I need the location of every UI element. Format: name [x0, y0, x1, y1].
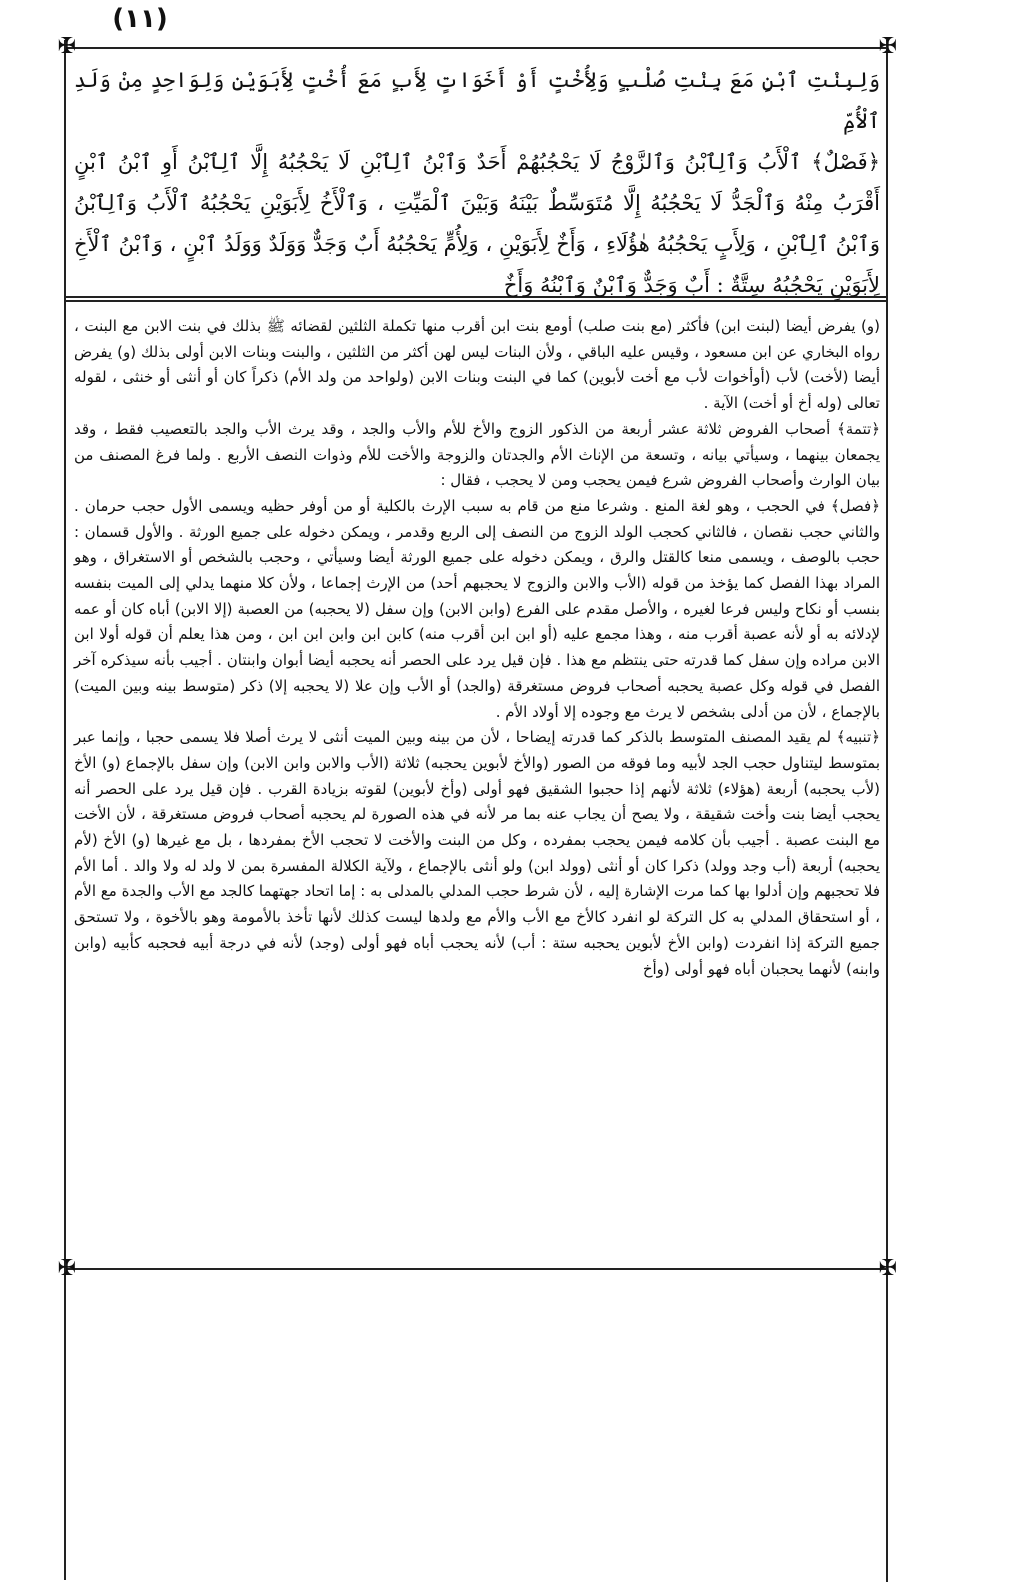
commentary-text-block	[74, 314, 880, 982]
page-number: (١١)	[112, 4, 168, 34]
corner-ornament-icon: ✠	[57, 34, 77, 59]
commentary-paragraph: (و) يفرض أيضا (لبنت ابن) فأكثر (مع بنت صلب) أومع بنت ابن أقرب منها تكملة الثلثين لقضائه ﷺ بذلك في بنت الابن مع البنت ، رواه البخاري عن ابن مسعود ، وقيس عليه الباقي ، ولأن البنات ليس لهن أكثر من الثلثين ، والبنت وبنات الابن أولى بذلك (و) يفرض أيضا (لأخت) لأب (أوأخوات لأب مع أخت لأبوين) كما في البنت وبنات الابن (ولواحد من ولد الأم) ذكراً كان أو أنثى أو خنثى ، لقوله تعالى (وله أخ أو أخت) الآية .	[74, 317, 880, 413]
commentary-paragraph: ﴿تتمة﴾ أصحاب الفروض ثلاثة عشر أربعة من الذكور الزوج والأخ للأم والأب والجد ، وقد يرث الأب والجد بالتعصيب فقط ، وقد يجمعان بينهما ، وسيأتي بيانه ، وتسعة من الإناث الأم والجدتان والزوجة والأخت للأم وذوات النصف الأربع . ولما فرغ المصنف من بيان الوارث وأصحاب الفروض شرع فيمن يحجب ومن لا يحجب ، فقال :	[74, 419, 880, 490]
matn-paragraph: ﴿فَصْلٌ﴾ ٱلْأَبُ وَٱلِٱبْنُ وَٱلزَّوْجُ لَا يَحْجُبُهُمْ أَحَدٌ وَٱبْنُ ٱلِٱبْنِ لَا يَحْجُبُهُ إِلَّا ٱلِٱبْنُ أَوِ ٱبْنُ ٱبْنٍ أَقْرَبُ مِنْهُ وَٱلْجَدُّ لَا يَحْجُبُهُ إِلَّا مُتَوَسِّطٌ بَيْنَهُ وَبَيْنَ ٱلْمَيِّتِ ، وَٱلْأَخُ لِأَبَوَيْنِ يَحْجُبُهُ ٱلْأَبُ وَٱلِٱبْنُ وَٱبْنُ ٱلِٱبْنِ ، وَلِأَبٍ يَحْجُبُهُ هٰؤُلَاءِ ، وَأَخٌ لِأَبَوَيْنِ ، وَلِأُمٍّ يَحْجُبُهُ أَبٌ وَجَدٌّ وَوَلَدٌ وَوَلَدُ ٱبْنٍ ، وَٱبْنُ ٱلْأَخِ لِأَبَوَيْنِ يَحْجُبُهُ سِتَّةٌ : أَبٌ وَجَدٌّ وَٱبْنٌ وَٱبْنُهُ وَأَخٌ	[74, 150, 880, 297]
commentary-paragraph: ﴿فصل﴾ في الحجب ، وهو لغة المنع . وشرعا منع من قام به سبب الإرث بالكلية أو من أوفر حظيه ويسمى الأول حجب حرمان . والثاني حجب نقصان ، فالثاني كحجب الولد الزوج من النصف إلى الربع وقدمر ، ويمكن دخوله على جميع الورثة . والأول قسمان : حجب بالوصف ، ويسمى منعا كالقتل والرق ، ويمكن دخوله على جميع الورثة أيضا وسيأتي ، وحجب بالشخص أو الاستغراق ، وهو المراد بهذا الفصل كما يؤخذ من قوله (الأب والابن والزوج لا يحجبهم أحد) من الإرث إجماعا ، ولأن كلا منهما يدلي إلى الميت بنفسه بنسب أو نكاح وليس فرعا لغيره ، والأصل مقدم على الفرع (وابن الابن) وإن سفل (لا يحجبه) من العصبة (إلا الابن) أباه كان أو عمه لإدلائه به أو لأنه عصبة أقرب منه ، وهذا مجمع عليه (أو ابن ابن أقرب منه) كابن ابن وابن ابن ابن ، ومن هذا يعلم أن قوله أولا ابن الابن مراده وإن سفل كما قدرته حتى ينتظم مع هذا . فإن قيل يرد على الحصر أنه يحجبه أيضا أبوان وابنتان . أجيب بأنه سيذكره آخر الفصل في قوله وكل عصبة يحجبه أصحاب فروض مستغرقة (والجد) أو الأب وإن علا (لا يحجبه إلا) ذكر (متوسط بينه وبين الميت) بالإجماع ، لأن من أدلى بشخص لا يرث مع وجوده إلا أولاد الأم .	[74, 496, 880, 721]
frame-top-border	[64, 47, 888, 49]
corner-ornament-icon: ✠	[57, 1256, 77, 1281]
commentary-paragraph: ﴿تنبيه﴾ لم يقيد المصنف المتوسط بالذكر كما قدرته إيضاحا ، لأن من بينه وبين الميت أنثى لا يرث أصلا فلا يسمى حجبا ، وإنما عبر بمتوسط ليتناول حجب الجد لأبيه وما فوقه من الصور (والأخ لأبوين يحجبه) ثلاثة (الأب والابن وابن الابن) وإن سفل بالإجماع (و) الأخ (لأب يحجبه) أربعة (هؤلاء) ثلاثة لأنهم إذا حجبوا الشقيق فهو أولى (وأخ لأبوين) لقوته بزيادة القرب . فإن قيل يرد على الحصر أنه يحجب أيضا بنت وأخت شقيقة ، ولا يصح أن يجاب عنه بما مر لأنه في هذه الصورة لم يحجبه أصحاب فروض مستغرقة ، لأن الأخت مع البنت عصبة . أجيب بأن كلامه فيمن يحجب بمفرده ، وكل من البنت والأخت لا تحجب الأخ بمفردها ، بل مع غيرها (و) الأخ (لأم يحجبه) أربعة (أب وجد وولد) ذكرا كان أو أنثى (وولد ابن) ولو أنثى بالإجماع ، ولآية الكلالة المفسرة بمن لا ولد له ولا والد . أما الأم فلا تحجبهم وإن أدلوا بها كما مرت الإشارة إليه ، لأن شرط حجب المدلي بالمدلى به : إما اتحاد جهتهما كالجد مع الأب والجدة مع الأم ، أو استحقاق المدلي به كل التركة لو انفرد كالأخ مع الأب والأم مع ولدها ليست كذلك لأنها تأخذ بالأمومة وهو بالأخوة ، ولا تستحق جميع التركة إذا انفردت (وابن الأخ لأبوين يحجبه ستة : أب) لأنه يحجب أباه فهو أولى (وجد) لأنه في درجة أبيه فحجبه كأبيه (وابن وابنه) لأنهما يحجبان أباه فهو أولى (وأخ	[74, 728, 880, 978]
frame-bottom-border	[64, 1268, 888, 1270]
matn-text-block	[74, 60, 880, 306]
corner-ornament-icon: ✠	[878, 1256, 898, 1281]
frame-left-border	[64, 40, 66, 1580]
corner-ornament-icon: ✠	[878, 34, 898, 59]
matn-paragraph: وَلِبِنْتِ ٱبْنٍ مَعَ بِنْتِ صُلْبٍ وَلِأُخْتٍ أَوْ أَخَوَاتٍ لِأَبٍ مَعَ أُخْتٍ لِأَبَوَيْنِ وَلِوَاحِدٍ مِنْ وَلَدِ ٱلْأُمِّ	[74, 68, 880, 133]
frame-right-border	[886, 40, 888, 1582]
